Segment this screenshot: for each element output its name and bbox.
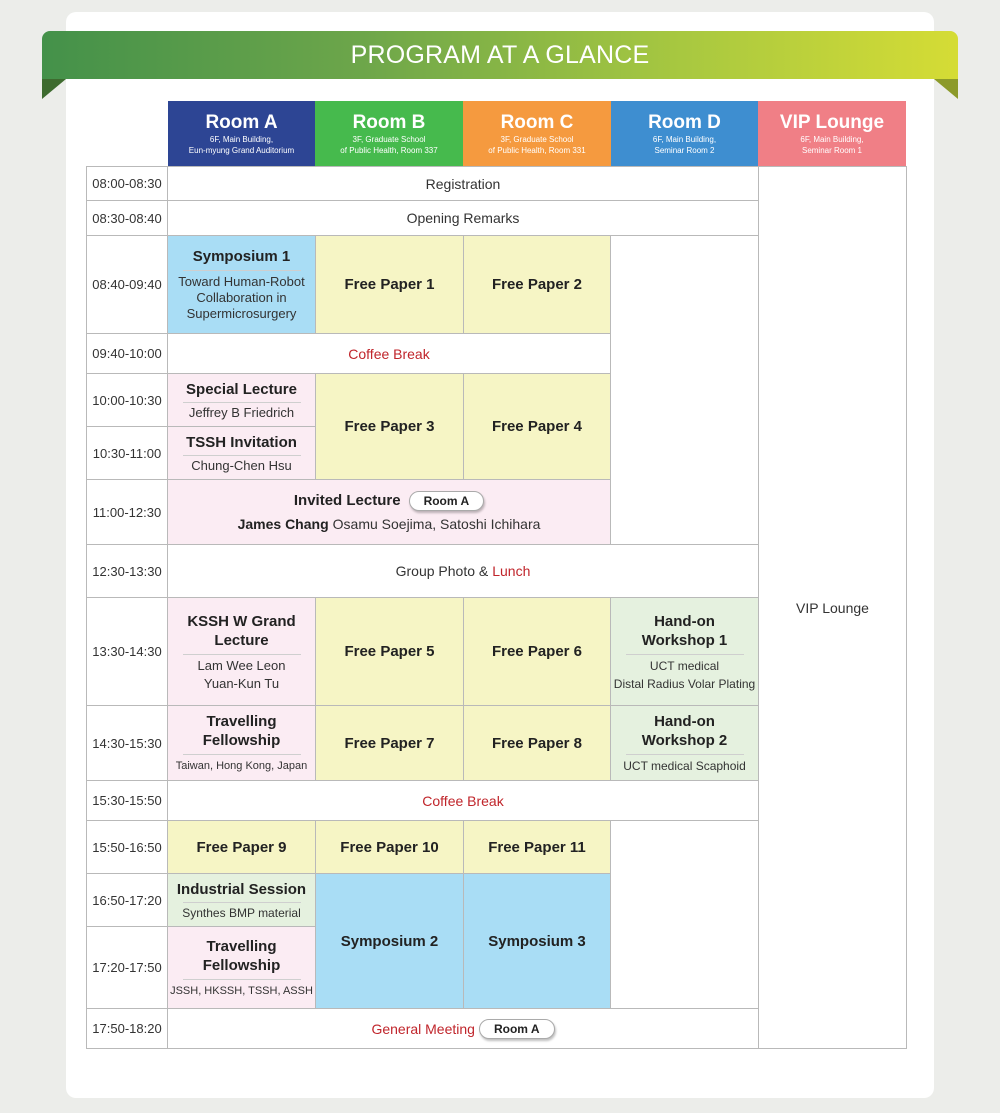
time-slot: 13:30-14:30 xyxy=(86,597,168,706)
room-location: 6F, Main Building, xyxy=(800,134,864,144)
free-paper-6-cell xyxy=(463,597,611,706)
divider xyxy=(183,455,301,456)
room-location: Seminar Room 2 xyxy=(654,145,715,155)
session-speaker: Lam Wee Leon xyxy=(197,657,286,673)
general-meeting-label: General Meeting xyxy=(371,1020,475,1037)
room-location: 6F, Main Building, xyxy=(652,134,717,144)
coffee-break-cell xyxy=(167,333,611,374)
session-title: Free Paper 3 xyxy=(344,418,435,435)
session-subtitle: UCT medical xyxy=(649,658,720,673)
divider xyxy=(626,754,744,755)
registration-cell xyxy=(167,166,759,201)
coffee-break-label: Coffee Break xyxy=(348,345,430,362)
session-title: Hand-on Workshop 2 xyxy=(641,713,728,749)
general-meeting-cell xyxy=(167,1008,759,1049)
coffee-break-cell xyxy=(167,780,759,821)
session-subtitle: Distal Radius Volar Plating xyxy=(613,676,756,691)
session-title: Special Lecture xyxy=(186,380,297,398)
free-paper-3-cell xyxy=(315,373,464,480)
registration-label: Registration xyxy=(425,175,501,192)
room-badge: Room A xyxy=(479,1019,555,1039)
session-subtitle: Taiwan, Hong Kong, Japan xyxy=(175,760,308,772)
time-slot: 16:50-17:20 xyxy=(86,873,168,927)
session-subtitle: Toward Human-Robot Collaboration in Supermicrosurgery xyxy=(178,274,305,321)
room-location: Eun-myung Grand Auditorium xyxy=(188,145,295,155)
session-title: Symposium 3 xyxy=(488,932,586,950)
group-photo-label: Group Photo & xyxy=(395,563,489,579)
divider xyxy=(183,754,301,755)
free-paper-5-cell xyxy=(315,597,464,706)
banner-fold-right xyxy=(934,79,958,99)
page-title: PROGRAM AT A GLANCE xyxy=(350,40,650,69)
session-title: Symposium 2 xyxy=(340,932,439,950)
time-slot: 08:30-08:40 xyxy=(86,200,168,236)
room-d-empty-cell xyxy=(610,820,759,1009)
time-slot: 17:50-18:20 xyxy=(86,1008,168,1049)
room-header-c xyxy=(463,101,611,166)
time-slot: 08:00-08:30 xyxy=(86,166,168,201)
opening-label: Opening Remarks xyxy=(406,210,520,226)
workshop-2-cell xyxy=(610,705,759,781)
lunch-cell xyxy=(167,544,759,598)
session-subtitle: UCT medical Scaphoid xyxy=(623,759,746,773)
session-title: Free Paper 11 xyxy=(488,838,586,856)
time-slot: 09:40-10:00 xyxy=(86,333,168,374)
divider xyxy=(183,402,301,403)
free-paper-1-cell xyxy=(315,235,464,334)
session-title: Free Paper 9 xyxy=(196,838,287,856)
symposium-3-cell xyxy=(463,873,611,1009)
session-title: Free Paper 2 xyxy=(491,276,583,293)
time-slot: 14:30-15:30 xyxy=(86,705,168,781)
free-paper-7-cell xyxy=(315,705,464,781)
room-header-b xyxy=(315,101,463,166)
session-subtitle: Synthes BMP material xyxy=(182,905,301,920)
session-speaker: Jeffrey B Friedrich xyxy=(188,404,295,420)
room-header-d xyxy=(611,101,758,166)
free-paper-2-cell xyxy=(463,235,611,334)
session-title: TSSH Invitation xyxy=(186,433,297,451)
room-badge: Room A xyxy=(409,491,485,511)
divider xyxy=(183,902,301,903)
free-paper-8-cell xyxy=(463,705,611,781)
time-slot: 10:30-11:00 xyxy=(86,426,168,480)
room-location: 3F, Graduate School xyxy=(352,134,426,144)
session-title: Industrial Session xyxy=(176,880,307,898)
free-paper-9-cell xyxy=(167,820,316,874)
room-d-empty-cell xyxy=(610,235,759,545)
time-slot: 12:30-13:30 xyxy=(86,544,168,598)
symposium-1-cell xyxy=(167,235,316,334)
session-title: Free Paper 4 xyxy=(491,418,583,435)
free-paper-10-cell xyxy=(315,820,464,874)
industrial-session-cell xyxy=(167,873,316,927)
invited-lecture-cell xyxy=(167,479,611,545)
room-name: Room C xyxy=(500,111,574,133)
session-title: Free Paper 6 xyxy=(491,643,583,660)
session-title: Symposium 1 xyxy=(192,248,291,265)
session-title: Free Paper 5 xyxy=(344,643,435,660)
program-banner xyxy=(42,31,958,79)
session-speakers: Osamu Soejima, Satoshi Ichihara xyxy=(332,516,541,532)
tssh-invitation-cell xyxy=(167,426,316,480)
time-slot: 15:30-15:50 xyxy=(86,780,168,821)
workshop-1-cell xyxy=(610,597,759,706)
symposium-2-cell xyxy=(315,873,464,1009)
session-speaker-main: James Chang xyxy=(237,515,329,532)
room-name: Room A xyxy=(205,111,278,133)
room-header-vip xyxy=(758,101,906,166)
opening-cell xyxy=(167,200,759,236)
time-slot: 15:50-16:50 xyxy=(86,820,168,874)
divider xyxy=(183,979,301,980)
session-title: Hand-on Workshop 1 xyxy=(641,612,728,649)
free-paper-4-cell xyxy=(463,373,611,480)
room-name: VIP Lounge xyxy=(779,111,885,133)
time-slot: 08:40-09:40 xyxy=(86,235,168,334)
session-speaker: Yuan-Kun Tu xyxy=(203,675,280,691)
special-lecture-cell xyxy=(167,373,316,427)
travelling-fellowship-1-cell xyxy=(167,705,316,781)
session-title: Free Paper 10 xyxy=(340,838,439,856)
session-title: Free Paper 7 xyxy=(344,734,435,752)
room-location: of Public Health, Room 337 xyxy=(340,145,438,155)
kssh-grand-lecture-cell xyxy=(167,597,316,706)
session-title: Travelling Fellowship xyxy=(202,713,281,749)
travelling-fellowship-2-cell xyxy=(167,926,316,1009)
time-slot: 10:00-10:30 xyxy=(86,373,168,427)
banner-fold-left xyxy=(42,79,66,99)
divider xyxy=(183,654,301,655)
session-title: Free Paper 1 xyxy=(344,276,435,293)
room-location: Seminar Room 1 xyxy=(801,145,863,155)
room-name: Room D xyxy=(648,111,721,133)
room-header-a xyxy=(168,101,315,166)
vip-lounge-cell xyxy=(758,166,907,1049)
room-name: Room B xyxy=(352,111,426,133)
room-location: 6F, Main Building, xyxy=(209,134,274,144)
divider xyxy=(183,270,301,271)
divider xyxy=(626,654,744,655)
lunch-label: Lunch xyxy=(492,563,531,579)
coffee-break-label: Coffee Break xyxy=(422,792,504,809)
time-slot: 11:00-12:30 xyxy=(86,479,168,545)
time-slot: 17:20-17:50 xyxy=(86,926,168,1009)
session-title: KSSH W Grand Lecture xyxy=(187,612,296,649)
session-speaker: Chung-Chen Hsu xyxy=(191,457,292,473)
vip-lounge-label: VIP Lounge xyxy=(796,599,869,616)
room-location: 3F, Graduate School xyxy=(500,134,574,144)
room-location: of Public Health, Room 331 xyxy=(488,145,586,155)
session-title: Travelling Fellowship xyxy=(202,937,281,974)
session-subtitle: JSSH, HKSSH, TSSH, ASSH xyxy=(170,984,313,997)
free-paper-11-cell xyxy=(463,820,611,874)
session-title: Invited Lecture xyxy=(293,492,401,509)
session-title: Free Paper 8 xyxy=(491,734,583,752)
